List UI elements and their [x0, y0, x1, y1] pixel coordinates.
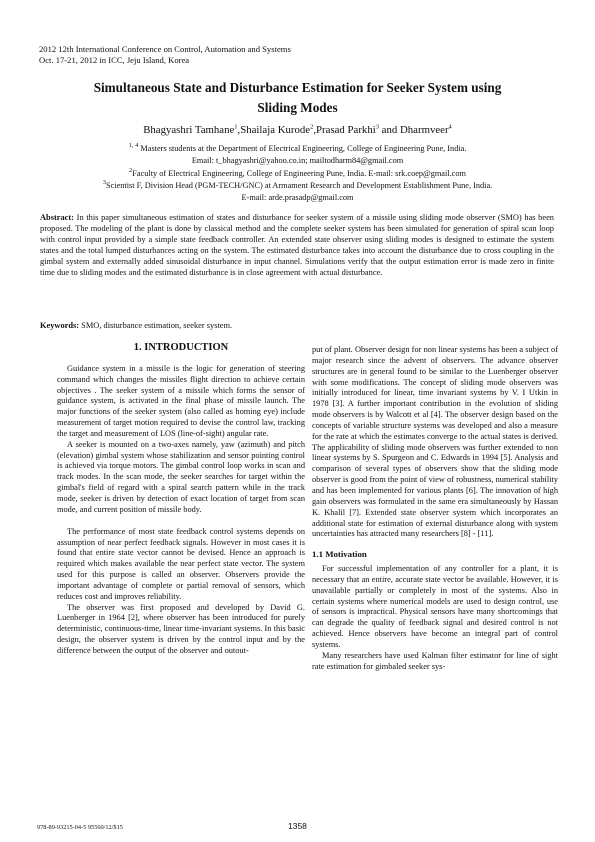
abstract-label: Abstract:	[40, 213, 74, 222]
affiliation-email: E-mail: arde.prasadp@gmail.com	[241, 192, 354, 202]
keywords	[40, 321, 232, 330]
abstract-text: In this paper simultaneous estimation of states and disturbance for seeker system of a missile using sliding mode observer (SMO) has been proposed. The modeling of the plant is done by classical method and the complete seeker system has been simulated for generation of spiral scan loop with control input provided by a simple state feedback controller. An extended state observer using sliding modes is designed to estimate the system states and the total lumped disturbances acting on the system. The estimated disturbance takes into account the disturbance due to cross coupling in the gimbal system and externally added sinusoidal disturbance in input channel. Simulations verify that the output estimation error is made zero in finite time due to sliding modes and the estimated disturbance is in close agreement with actual disturbance.	[40, 213, 554, 277]
paragraph: The performance of most state feedback control systems depends on assumption of near perfect feedback signals. However in most cases it is found that entire state vector cannot be devised. Hence an approach is required which makes available the near perfect state vector. The system used for this purpose is called an observer. Observers provide the important advantage of complete or partial removal of sensors, which reduces cost and improves reliability.	[57, 526, 305, 601]
author-sup: 4	[448, 123, 452, 131]
affiliation-sup: 1, 4	[128, 142, 139, 150]
affiliation-sup: 2	[129, 167, 133, 175]
affiliation-2	[40, 168, 555, 180]
paragraph: The observer was first proposed and developed by David G. Luenberger in 1964 [2], where observer has been introduced for purely deterministic, continuous-time, linear time-invariant systems. In this basic design, the observer system is driven by the control input and by the difference between the output of the observer and outout-	[57, 602, 305, 655]
left-column	[57, 343, 305, 657]
author-sup: 2	[310, 123, 314, 131]
paragraph: A seeker is mounted on a two-axes namely, yaw (azimuth) and pitch (elevation) gimbal system whose stabilization and sensor pointing control is achieved via torque motors. The gimbal control loop works in scan and track modes. In the scan mode, the seeker searches for target within the gimbal's field of regard with a spiral search pattern while in the track mode, seeker is driven by detection of exact location of target from scan mode, and current position of missile body.	[57, 439, 305, 514]
affiliation-text: Masters students at the Department of Electrical Engineering, College of Engineering Pune, India.	[138, 144, 467, 153]
abstract	[40, 213, 554, 278]
author-name: Prasad Parkhi	[316, 124, 376, 136]
keywords-text: SMO, disturbance estimation, seeker system.	[79, 321, 233, 330]
paragraph: Guidance system in a missile is the logic for generation of steering command which changes the missiles flight direction to achieve certain objectives . The seeker system of a missile which forms the sensor of guidance system, is activated in the final phase of missile launch. The major functions of the seeker system (also called as homing eye) include measurement of target motion required to devise the control law, tracking the target and measurement of LOS (line-of-sight) angular rate.	[57, 363, 305, 438]
affiliation-text: Scientist F, Division Head (PGM-TECH/GNC) at Armament Research and Development Establishment Pune, India.	[106, 181, 493, 190]
paragraph-continued: put of plant. Observer design for non linear systems has been a subject of major research since the advent of observers. The advance observer structures are in general found to be similar to the Luenberger observer with some modifications. The concept of sliding mode observers was initially introduced for linear, time invariant systems by V. I Utkin in 1978 [3]. A further important contribution in the evolution of sliding mode observers is by Walcott et al [4]. The observer design based on the concepts of variable structure systems was developed and also a measure for the rate at which the estimates converge to the actual states is derived. The applicability of sliding mode observers was further extended to non linear systems by S. Spurgeon and C. Edwards in 1994 [5]. Analysis and comparison of several types of observers show that the sliding mode observer is good from the point of view of robustness, numerical stability and has been implemented for various plants [6]. The innovation of high gain observers was formulated in the same era simultaneously by Hassan K. Khalil [7]. Extended state observer system which incorporates an additional state for estimation of external disturbance along with system uncertainties has attracted many researchers [8] - [11].	[312, 345, 558, 539]
author-sup: 3	[375, 123, 379, 131]
conference-header	[39, 44, 291, 66]
keywords-label: Keywords:	[40, 321, 80, 330]
affiliation-email: Email: t_bhagyashri@yahoo.co.in; mailtodharm84@gmail.com	[191, 155, 404, 165]
right-column	[312, 345, 558, 672]
subsection-heading: 1.1 Motivation	[312, 549, 367, 560]
title-line-2: Sliding Modes	[257, 100, 338, 115]
paper-title	[40, 78, 555, 118]
affiliation-3	[40, 180, 555, 203]
affiliation-1	[40, 143, 555, 166]
author-name: Bhagyashri Tamhane	[143, 124, 235, 136]
affiliation-text: Faculty of Electrical Engineering, College of Engineering Pune, India. E-mail: srk.coep@gmail.com	[132, 169, 466, 178]
paragraph: For successful implementation of any controller for a plant, it is necessary that an entire, accurate state vector be available. However, it is unavailable partially or completely in most of the systems. Also in certain systems where numerical models are used to design control, use of sensors is impractical. Physical sensors have many shortcomings that can degrade the quality of feedback signal and desired control is not achieved. Hence observers have become an integral part of control systems.	[312, 564, 558, 649]
conference-date-venue: Oct. 17-21, 2012 in ICC, Jeju Island, Korea	[39, 55, 190, 65]
title-line-1: Simultaneous State and Disturbance Estimation for Seeker System using	[93, 80, 502, 95]
conference-name: 2012 12th International Conference on Control, Automation and Systems	[39, 44, 291, 54]
section-heading: 1. INTRODUCTION	[133, 342, 229, 353]
affiliation-sup: 3	[102, 179, 106, 187]
author-list: Bhagyashri Tamhane$^1$,Shailaja Kurode$^2$,Prasad Parkhi$^3$ and Dharmveer$^4$	[143, 123, 452, 136]
page-number: 1358	[288, 821, 307, 831]
author-name: Dharmveer	[399, 124, 449, 136]
isbn-footer: 978-89-93215-04-5 95560/12/$15	[37, 824, 123, 831]
author-sup: 1	[234, 123, 238, 131]
paragraph: Many researchers have used Kalman filter estimator for line of sight rate estimation for gimbaled seeker sys-	[312, 650, 558, 671]
author-name: Shailaja Kurode	[240, 124, 311, 136]
